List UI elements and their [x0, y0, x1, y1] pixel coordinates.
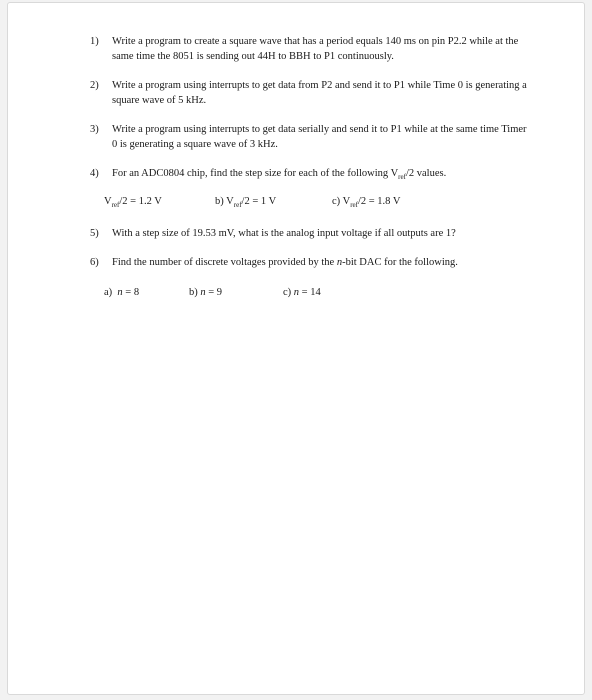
question-number: 1): [90, 36, 99, 47]
q4-option-b: b) $V_{ref}/2 = 1$ V: [215, 196, 277, 210]
question-5: [90, 227, 530, 242]
question-3: [90, 123, 530, 152]
question-text: With a step size of 19.53 mV, what is the analog input voltage if all outputs are 1?: [112, 228, 456, 239]
question-number: 6): [90, 257, 99, 268]
question-6: [90, 256, 530, 271]
question-number: 5): [90, 228, 99, 239]
document-page: [7, 2, 585, 695]
question-1: [90, 35, 530, 64]
q6-option-a: a) n = 8: [104, 287, 140, 298]
question-number: 3): [90, 124, 99, 135]
q4-option-c: c) $V_{ref}/2 = 1.8$ V: [332, 196, 401, 210]
question-number: 2): [90, 80, 99, 91]
q6-option-b: b) n = 9: [189, 287, 223, 298]
question-text: For an ADC0804 chip, find the step size for each of the following $V_{ref}/2$ values.: [112, 168, 447, 182]
question-text: Write a program using interrupts to get data from P2 and send it to P1 while Time 0 is generating a square wave of 5 kHz.: [112, 80, 527, 106]
question-text: Write a program to create a square wave that has a period equals 140 ms on pin P2.2 while at the same time the 8051 is sending out 44H to BBH to P1 continuously.: [112, 36, 519, 62]
q6-option-c: c) n = 14: [283, 287, 321, 298]
question-number: 4): [90, 168, 99, 179]
question-4: [90, 167, 530, 185]
question-2: [90, 79, 530, 108]
question-text: Write a program using interrupts to get data serially and send it to P1 while at the same time Timer 0 is generating a square wave of 3 kHz.: [112, 124, 527, 150]
question-text: Find the number of discrete voltages provided by the n-bit DAC for the following.: [112, 257, 458, 268]
q4-option-a: $V_{ref}/2 = 1.2$ V: [104, 196, 162, 210]
